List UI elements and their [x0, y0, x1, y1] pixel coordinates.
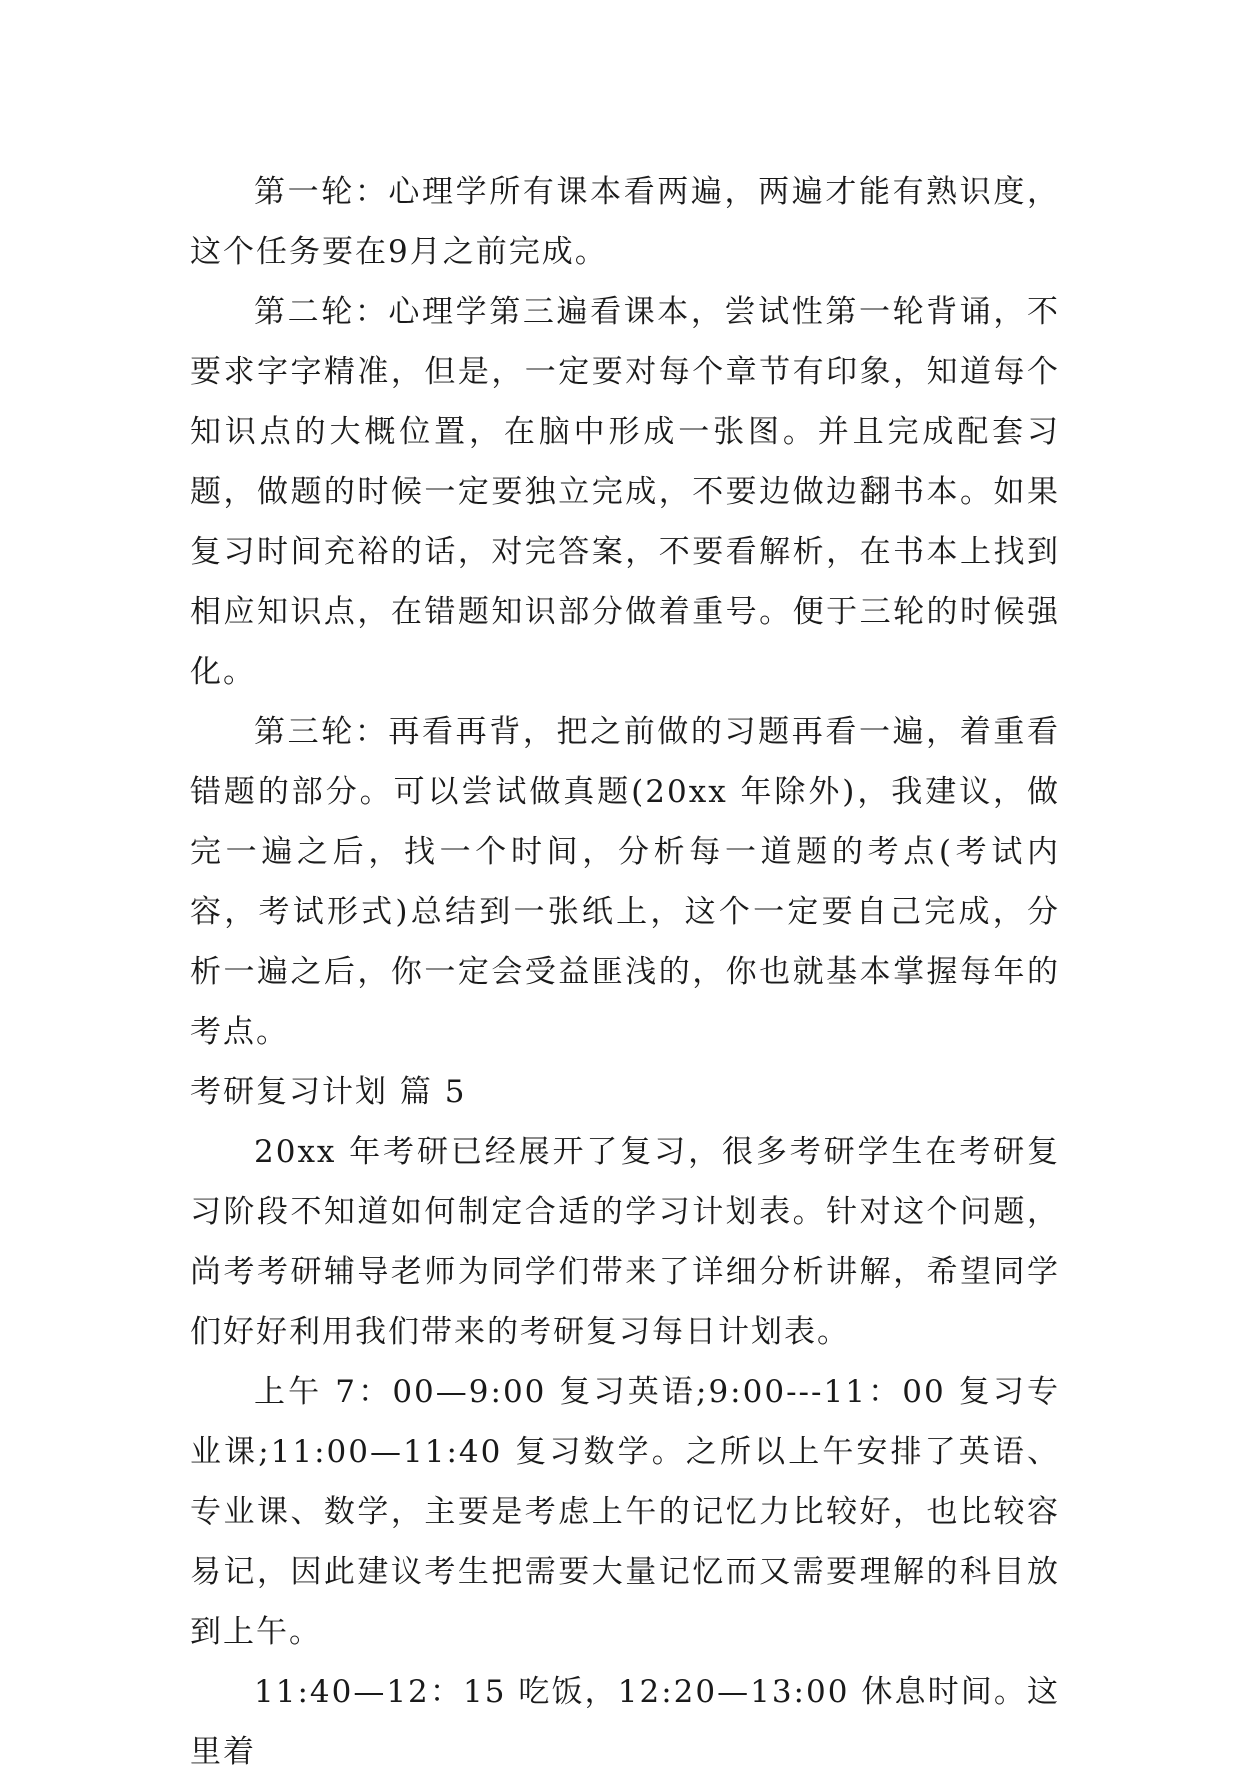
paragraph-round-three: 第三轮：再看再背，把之前做的习题再看一遍，着重看错题的部分。可以尝试做真题(20xx 年除外)，我建议，做完一遍之后，找一个时间，分析每一道题的考点(考试内容，考试形式)总结到一张纸上，这个一定要自己完成，分析一遍之后，你一定会受益匪浅的，你也就基本掌握每年的考点。: [190, 714, 1060, 1050]
paragraph-morning-schedule: 上午 7：00—9:00 复习英语;9:00---11：00 复习专业课;11:00—11:40 复习数学。之所以上午安排了英语、专业课、数学，主要是考虑上午的记忆力比较好，也比较容易记，因此建议考生把需要大量记忆而又需要理解的科目放到上午。: [190, 1374, 1060, 1650]
section-heading: 考研复习计划 篇 5: [190, 1074, 467, 1110]
paragraph-noon-schedule: 11:40—12：15 吃饭，12:20—13:00 休息时间。这里着: [190, 1674, 1060, 1770]
paragraph-round-two: 第二轮：心理学第三遍看课本，尝试性第一轮背诵，不要求字字精准，但是，一定要对每个章节有印象，知道每个知识点的大概位置，在脑中形成一张图。并且完成配套习题，做题的时候一定要独立完成，不要边做边翻书本。如果复习时间充裕的话，对完答案，不要看解析，在书本上找到相应知识点，在错题知识部分做着重号。便于三轮的时候强化。: [190, 294, 1060, 690]
document-body: [190, 162, 1060, 1782]
paragraph-intro: 20xx 年考研已经展开了复习，很多考研学生在考研复习阶段不知道如何制定合适的学习计划表。针对这个问题，尚考考研辅导老师为同学们带来了详细分析讲解，希望同学们好好利用我们带来的考研复习每日计划表。: [190, 1134, 1060, 1350]
paragraph-round-one: 第一轮：心理学所有课本看两遍，两遍才能有熟识度，这个任务要在9月之前完成。: [190, 174, 1060, 270]
